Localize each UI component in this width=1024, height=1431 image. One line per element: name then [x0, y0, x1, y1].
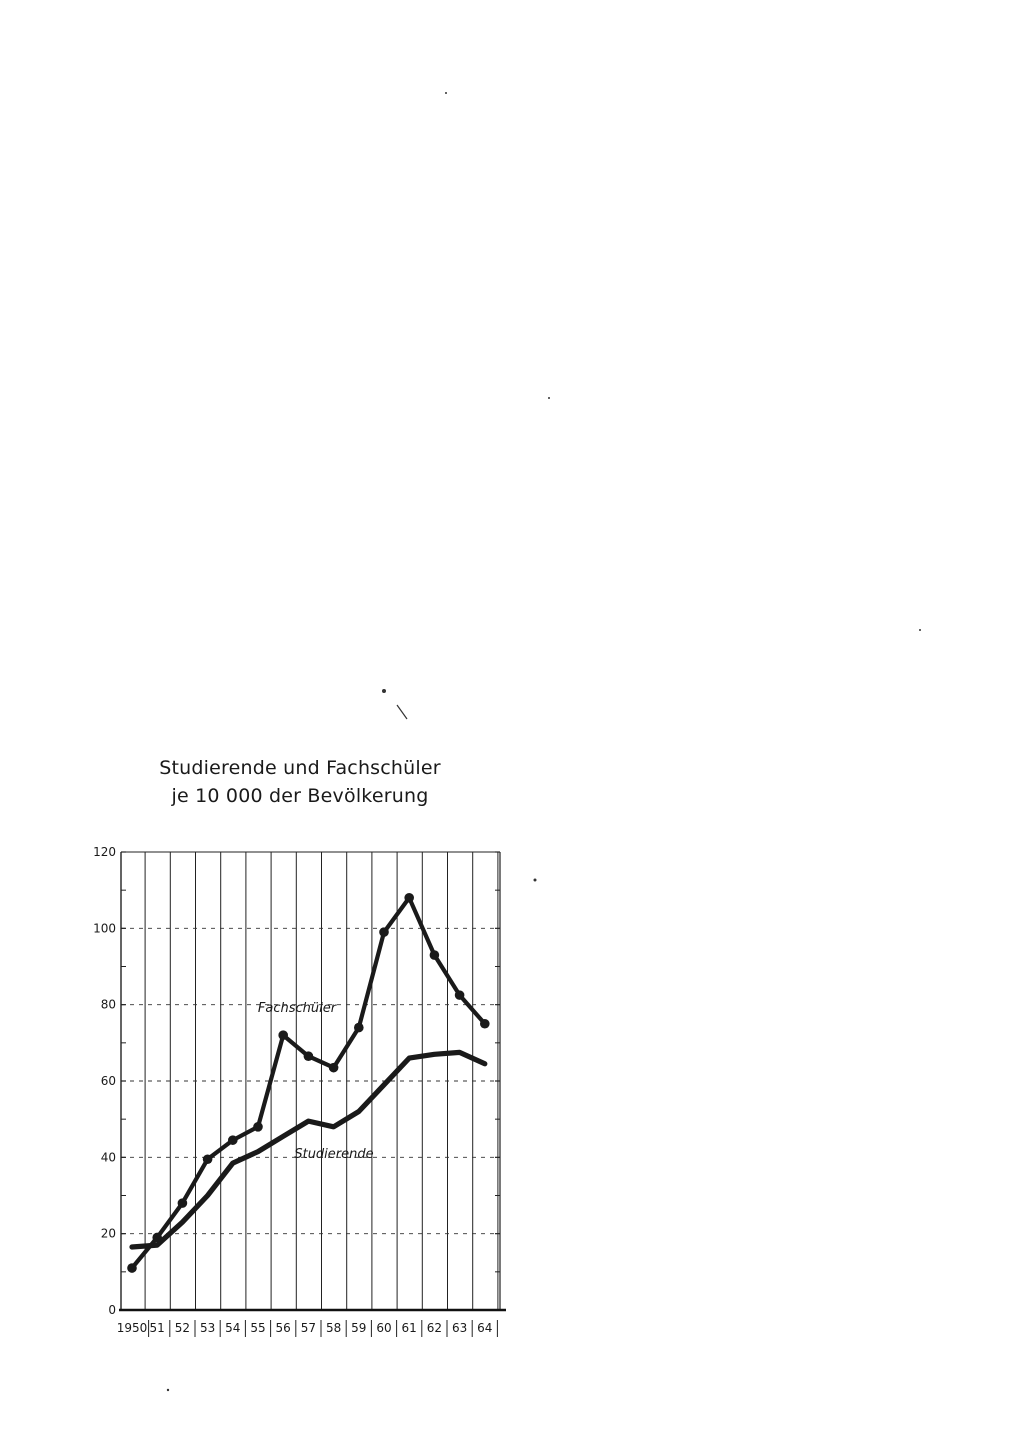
x-tick-label: 64 [477, 1321, 493, 1335]
x-tick-label: 52 [174, 1321, 191, 1335]
y-tick-label: 60 [100, 1074, 116, 1088]
scan-specks [167, 92, 921, 1391]
x-tick-label: 51 [149, 1321, 165, 1335]
y-tick-label: 80 [100, 997, 116, 1012]
data-point-fachschueler [404, 893, 414, 903]
data-point-fachschueler [354, 1023, 364, 1033]
y-tick-label: 20 [100, 1226, 116, 1241]
scan-speck [382, 689, 386, 693]
data-point-fachschueler [178, 1198, 188, 1208]
x-tick-label: 58 [325, 1321, 342, 1335]
x-tick-label: 1950 [116, 1321, 148, 1335]
scan-speck [534, 879, 537, 882]
data-point-fachschueler [430, 950, 440, 960]
data-point-fachschueler [253, 1122, 263, 1132]
chart-series [127, 893, 489, 1273]
scan-mark [397, 705, 407, 719]
data-point-fachschueler [127, 1263, 137, 1273]
data-point-fachschueler [228, 1135, 238, 1145]
x-tick-label: 63 [451, 1321, 468, 1335]
series-label: Studierende [294, 1147, 374, 1162]
y-tick-label: 0 [108, 1303, 116, 1317]
y-tick-label: 40 [100, 1150, 116, 1165]
data-point-fachschueler [278, 1030, 288, 1040]
x-tick-label: 55 [250, 1321, 266, 1335]
scan-speck [445, 92, 447, 94]
chart-grid [121, 852, 500, 1310]
data-point-fachschueler [379, 927, 389, 937]
x-tick-label: 53 [199, 1321, 216, 1335]
x-tick-label: 56 [275, 1321, 291, 1335]
x-tick-label: 62 [426, 1321, 443, 1335]
x-tick-label: 60 [376, 1321, 392, 1335]
x-tick-label: 54 [225, 1321, 241, 1335]
data-point-fachschueler [304, 1051, 314, 1061]
chart-title-line-2: je 10 000 der Bevölkerung [171, 785, 429, 807]
x-tick-label: 57 [300, 1321, 317, 1335]
series-label: Fachschüler [257, 1001, 337, 1016]
x-tick-label: 59 [351, 1321, 367, 1335]
scan-speck [548, 397, 550, 399]
data-point-fachschueler [203, 1154, 213, 1164]
chart-labels [93, 845, 492, 1335]
y-tick-label: 120 [93, 845, 116, 859]
data-point-fachschueler [480, 1019, 490, 1029]
chart-title-line-1: Studierende und Fachschüler [159, 757, 441, 779]
scan-speck [919, 629, 921, 631]
data-point-fachschueler [329, 1063, 339, 1073]
scan-speck [167, 1389, 169, 1391]
data-point-fachschueler [455, 990, 465, 1000]
x-tick-label: 61 [401, 1321, 417, 1335]
y-tick-label: 100 [93, 921, 116, 936]
